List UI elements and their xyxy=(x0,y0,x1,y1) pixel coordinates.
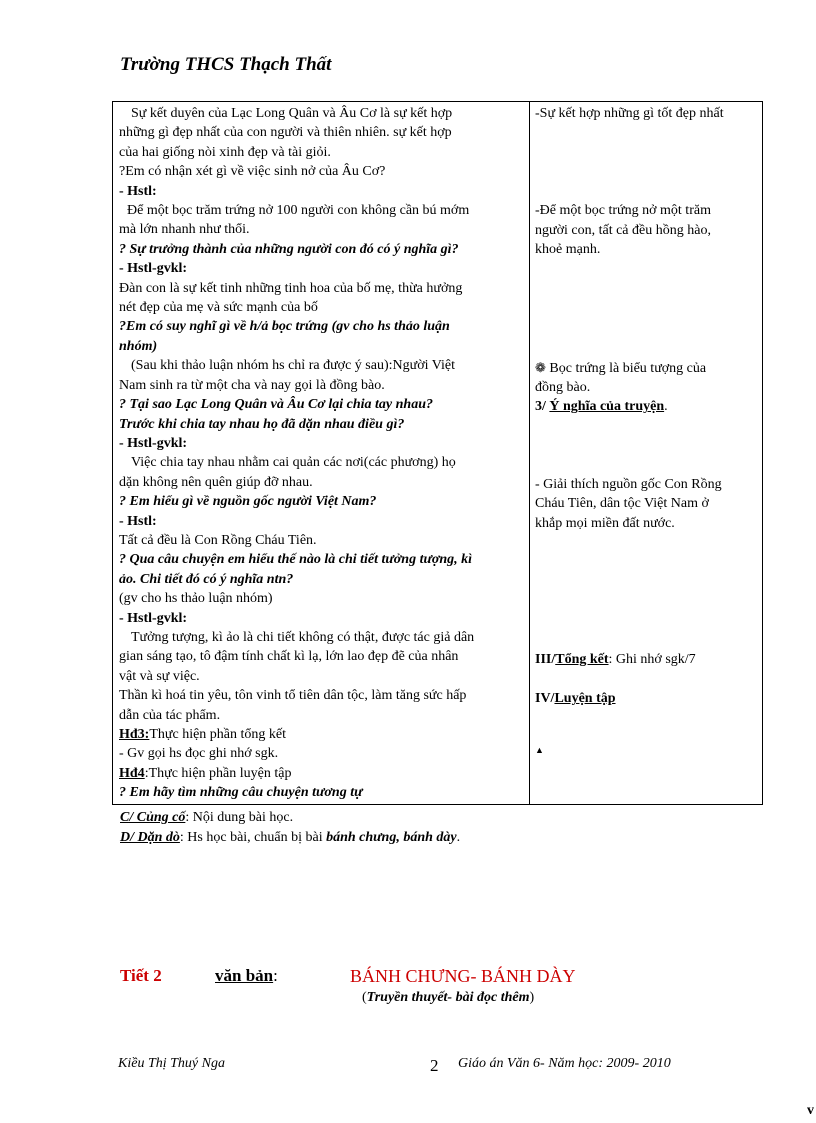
section-title: Luyện tập xyxy=(554,691,616,707)
page-number: 2 xyxy=(430,1056,439,1075)
flower-icon: ❁ xyxy=(535,359,546,375)
question-line: ? Em hiểu gì về nguồn gốc người Việt Nam? xyxy=(119,494,377,510)
text-line: Tưởng tượng, kì ảo là chi tiết không có thật, được tác giả dân xyxy=(131,629,475,645)
note-line: Cháu Tiên, dân tộc Việt Nam ở xyxy=(535,496,709,512)
homework-label: D/ Dặn dò xyxy=(120,830,180,845)
note-line: đồng bào. xyxy=(535,380,591,396)
corner-mark: v xyxy=(807,1103,814,1118)
question-line: ? Qua câu chuyện em hiểu thế nào là chi tiết tưởng tượng, kì xyxy=(119,552,473,568)
text-line: - Hstl: xyxy=(119,513,157,529)
note-line: khoẻ mạnh. xyxy=(535,242,601,258)
school-header: Trường THCS Thạch Thất xyxy=(120,54,332,75)
question-line: nhóm) xyxy=(119,338,158,354)
lesson-number: Tiết 2 xyxy=(120,966,162,985)
text-line: gian sáng tạo, tô đậm tính chất kì lạ, lớn lao đẹp đẽ của nhân xyxy=(119,649,459,665)
text-type-colon: : xyxy=(273,966,278,985)
note-line: -Sự kết hợp những gì tốt đẹp nhất xyxy=(535,106,724,121)
homework-line xyxy=(120,828,460,848)
content-column xyxy=(535,104,759,760)
text-line: - Hstl: xyxy=(119,183,157,199)
text-line: Sự kết duyên của Lạc Long Quân và Âu Cơ là sự kết hợp xyxy=(131,106,453,121)
text-line: - Gv gọi hs đọc ghi nhớ sgk. xyxy=(119,746,279,762)
activity-label: Hđ4 xyxy=(119,765,145,781)
text-line: - Hstl-gvkl: xyxy=(119,435,188,451)
question-line: ? Em hãy tìm những câu chuyện tương tự xyxy=(119,785,363,801)
section-heading xyxy=(535,650,759,669)
text-line: Nam sinh ra từ một cha và nay gọi là đồng bào. xyxy=(119,377,385,393)
homework-topic: bánh chưng, bánh dày xyxy=(326,830,457,845)
paren-open: ( xyxy=(362,990,367,1005)
lesson-table xyxy=(112,101,763,805)
consolidation-text: : Nội dung bài học. xyxy=(185,810,294,825)
question-line: ? Sự trưởng thành của những người con đó có ý nghĩa gì? xyxy=(119,241,459,257)
text-line: Để một bọc trăm trứng nở 100 người con không cần bú mớm xyxy=(127,203,470,219)
column-divider xyxy=(529,102,530,804)
text-type xyxy=(215,966,278,986)
section-title: Tổng kết xyxy=(555,652,609,668)
homework-end: . xyxy=(456,830,461,845)
section-number: III/ xyxy=(535,652,556,668)
text-line: Thần kì hoá tin yêu, tôn vinh tổ tiên dân tộc, làm tăng sức hấp xyxy=(119,688,467,704)
note-line: -Để một bọc trứng nở một trăm xyxy=(535,203,711,219)
section-heading xyxy=(535,397,759,416)
section-number: IV/ xyxy=(535,691,555,707)
section-dot: . xyxy=(664,399,668,415)
section-number: 3/ xyxy=(535,399,546,415)
text-line: dặn không nên quên giúp đỡ nhau. xyxy=(119,474,313,490)
triangle-icon: ▲ xyxy=(535,744,544,755)
question-line: ảo. Chi tiết đó có ý nghĩa ntn? xyxy=(119,571,294,587)
lesson-title: BÁNH CHƯNG- BÁNH DÀY xyxy=(350,966,576,986)
note-text: Bọc trứng là biểu tượng của xyxy=(549,360,707,376)
text-line: mà lớn nhanh như thổi. xyxy=(119,222,250,238)
lesson-subtitle xyxy=(362,990,534,1006)
question-line: ? Tại sao Lạc Long Quân và Âu Cơ lại chia tay nhau? xyxy=(119,397,433,413)
text-line: - Hstl-gvkl: xyxy=(119,261,188,277)
text-line: - Hstl-gvkl: xyxy=(119,610,188,626)
activity-text: Thực hiện phần tổng kết xyxy=(149,727,287,742)
footer-author: Kiều Thị Thuý Nga xyxy=(118,1056,225,1071)
text-line: dẫn của tác phẩm. xyxy=(119,707,221,723)
text-line: ?Em có nhận xét gì về việc sinh nở của Âu Cơ? xyxy=(119,164,386,180)
section-title: Ý nghĩa của truyện xyxy=(549,399,665,415)
homework-text: : Hs học bài, chuẩn bị bài xyxy=(179,830,327,845)
text-line: (Sau khi thảo luận nhóm hs chỉ ra được ý sau):Người Việt xyxy=(131,358,455,374)
text-line: những gì đẹp nhất của con người và thiên nhiên. sự kết hợp xyxy=(119,125,452,141)
activity-label: Hđ3: xyxy=(119,727,150,742)
section-text: : Ghi nhớ sgk/7 xyxy=(608,652,696,668)
activity-line xyxy=(119,725,521,744)
text-line: Tất cả đều là Con Rồng Cháu Tiên. xyxy=(119,532,317,548)
text-line: Đàn con là sự kết tinh những tinh hoa của bố mẹ, thừa hưởng xyxy=(119,280,463,296)
teacher-activity-column xyxy=(119,104,521,803)
note-line: người con, tất cả đều hồng hào, xyxy=(535,222,711,238)
activity-text: :Thực hiện phần luyện tập xyxy=(144,765,292,781)
text-type-label: văn bản xyxy=(215,966,274,985)
question-line: ?Em có suy nghĩ gì về h/ả bọc trứng (gv cho hs thảo luận xyxy=(119,319,450,335)
note-line: khắp mọi miền đất nước. xyxy=(535,515,675,531)
closing-notes xyxy=(120,808,460,848)
activity-line xyxy=(119,764,521,783)
section-heading xyxy=(535,689,759,708)
consolidation-label: C/ Củng cố xyxy=(120,810,186,825)
note-line: - Giải thích nguồn gốc Con Rồng xyxy=(535,476,722,492)
text-line: nét đẹp của mẹ và sức mạnh của bố xyxy=(119,300,318,316)
note-line xyxy=(535,358,759,378)
text-line: (gv cho hs thảo luận nhóm) xyxy=(119,591,273,607)
consolidation-line xyxy=(120,808,460,828)
paren-close: ) xyxy=(529,990,535,1005)
footer-course: Giáo án Văn 6- Năm học: 2009- 2010 xyxy=(458,1056,671,1071)
text-line: Việc chia tay nhau nhằm cai quản các nơi(các phương) họ xyxy=(131,455,456,471)
subtitle-text: Truyền thuyết- bài đọc thêm xyxy=(366,990,530,1005)
text-line: vật và sự việc. xyxy=(119,668,200,684)
question-line: Trước khi chia tay nhau họ đã dặn nhau điều gì? xyxy=(119,416,405,432)
text-line: của hai giống nòi xinh đẹp và tài giỏi. xyxy=(119,144,331,160)
